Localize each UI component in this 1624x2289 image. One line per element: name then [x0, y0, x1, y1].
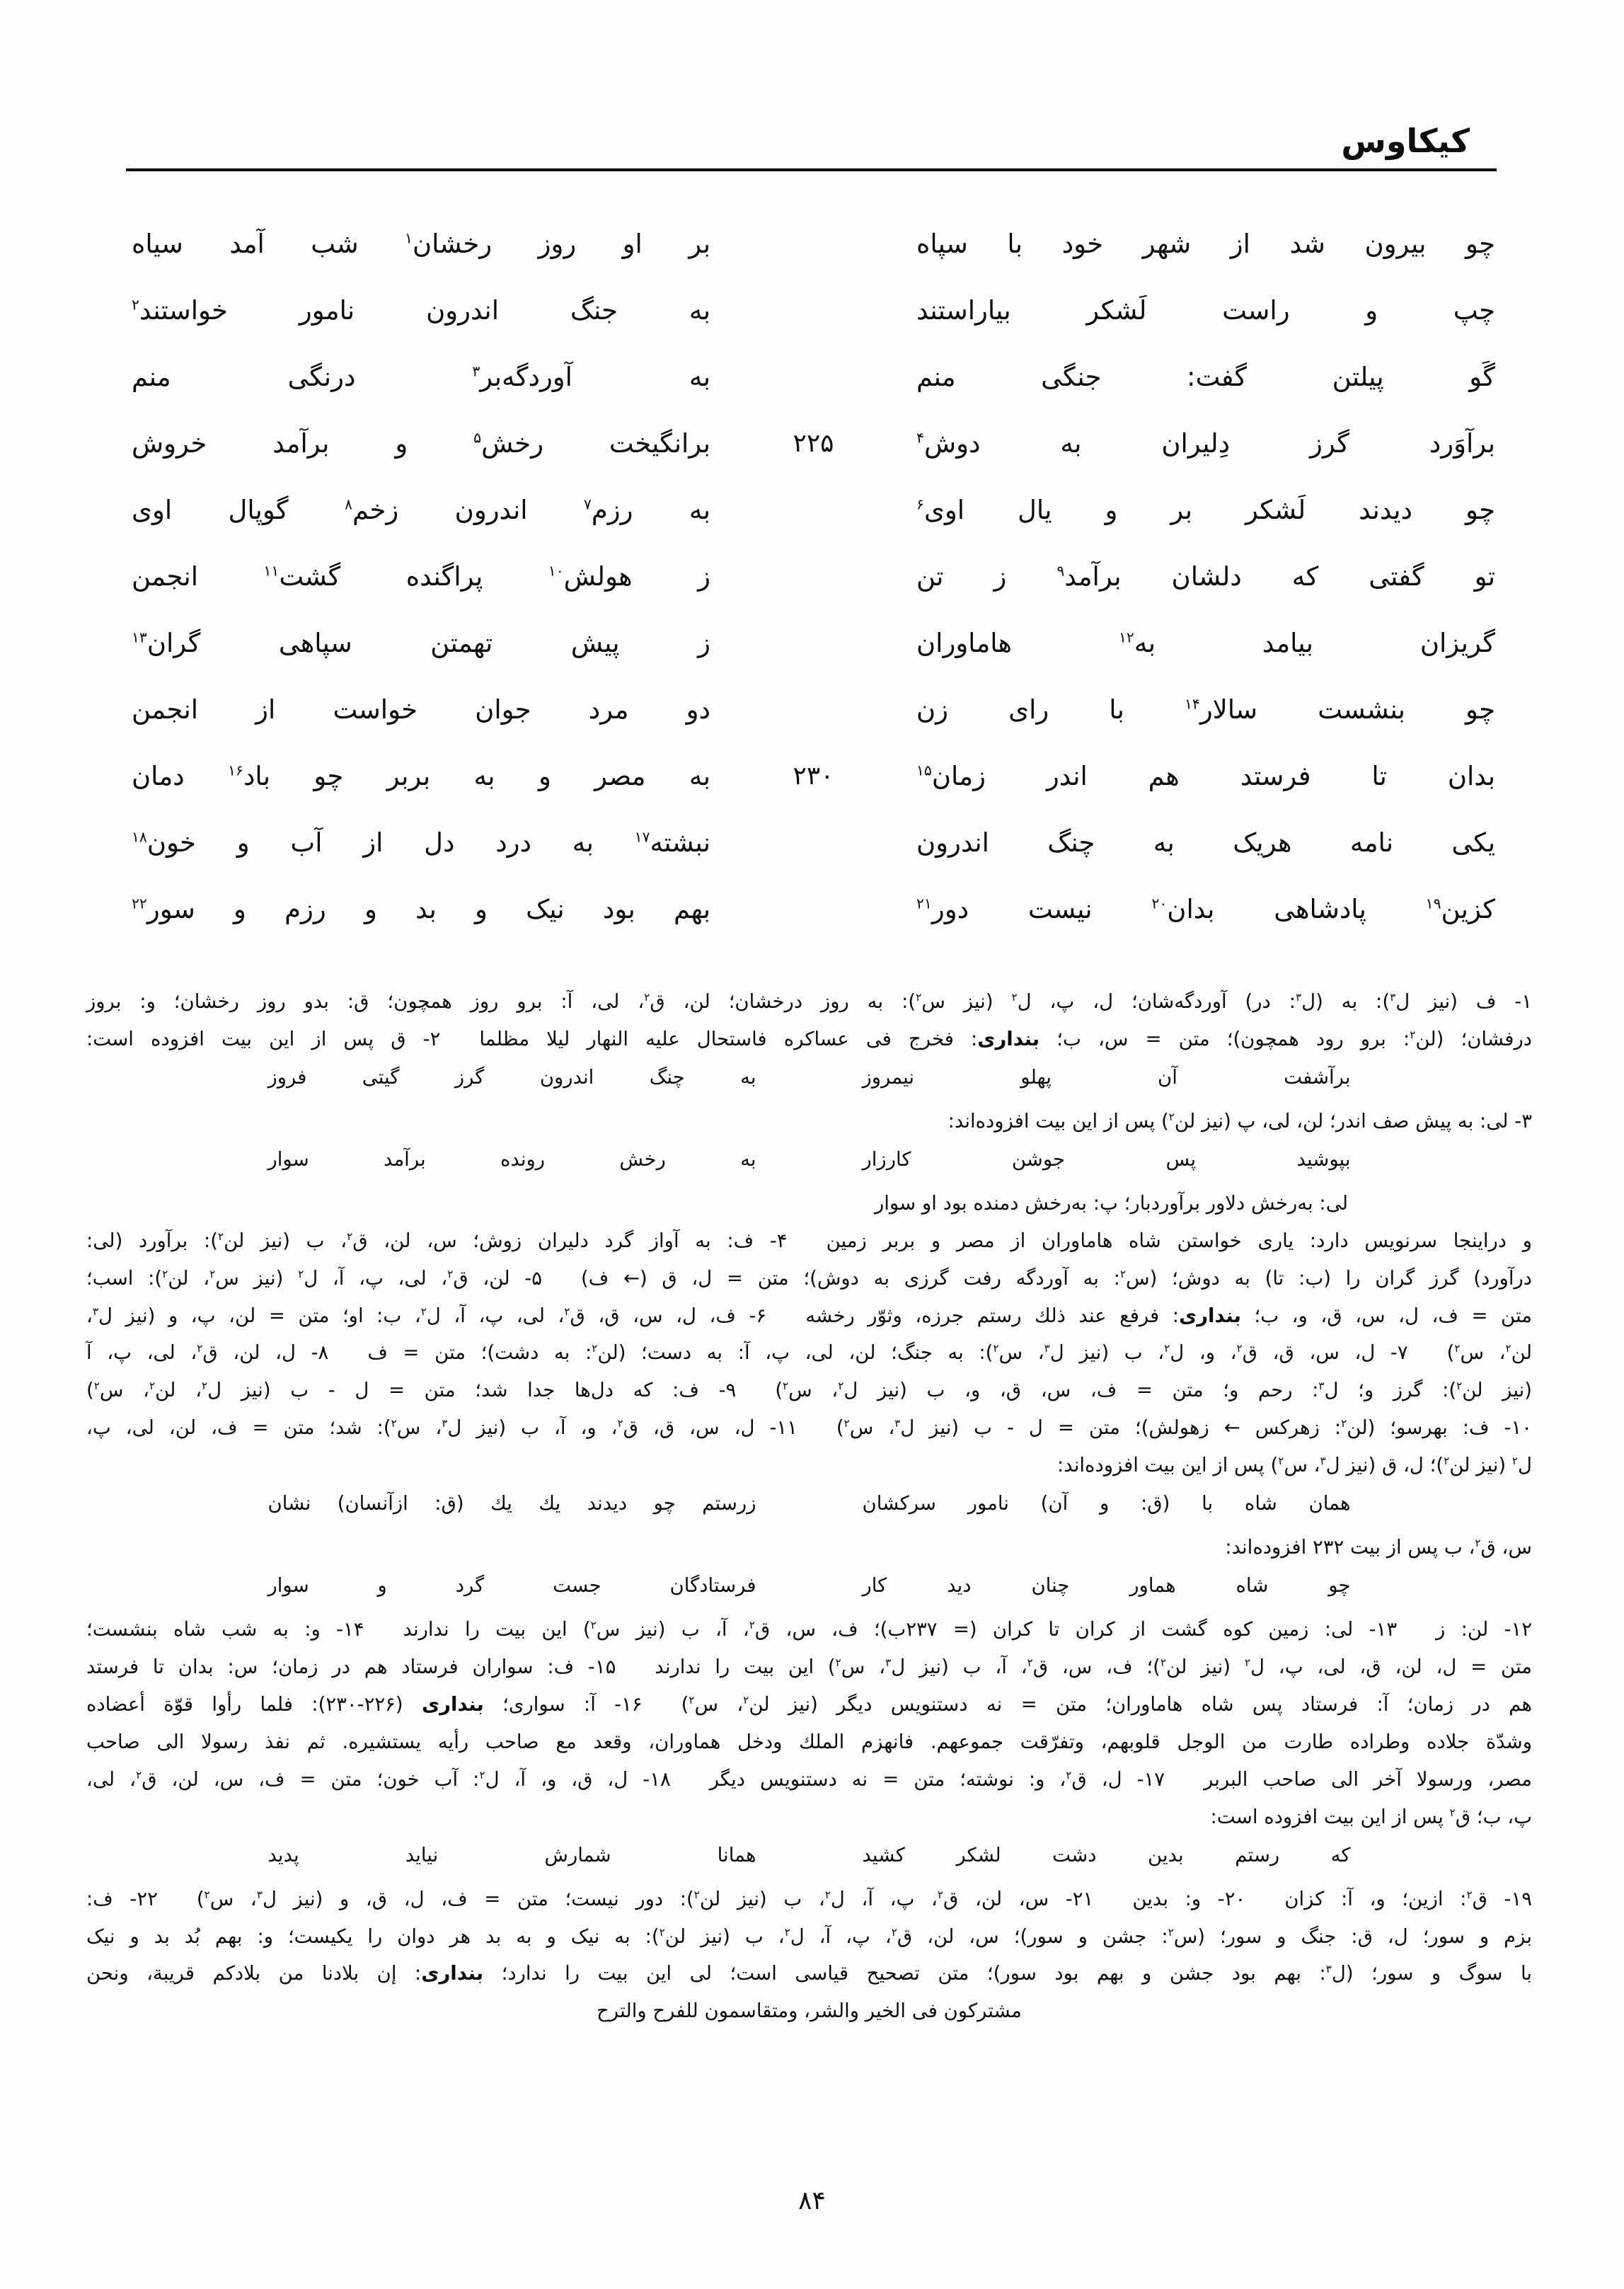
apparatus-note: درآورد) گرز گران را (ب: تا) به دوش؛ (س$^۲$: به آوردگه رفت گرزی به دوش)؛ متن = ل، ق (← ف) ۵- لن، ق$^۲$، لی، پ، آ، ل$^۲$ (نیز س$^۲$، لن$^۲$): اسب؛ [86, 1266, 1532, 1290]
hemistich-second: بر او روز رخشان$^۱$ شب آمد سیاه [132, 228, 710, 259]
hemistich-first: چو بنشست سالار$^{۱۴}$ با رای زن [916, 694, 1495, 725]
apparatus-note: ۱۰- ف: بهرسو؛ (لن$^۲$: زهرکس ← زهولش)؛ متن = ل - ب (نیز ل$^۳$، س$^۲$) ۱۱- ل، س، ق، ق$^۲$، و، آ، ب (نیز ل$^۳$، س$^۲$): شد؛ متن = ف، لن، لی، پ، [86, 1416, 1533, 1440]
apparatus-note: س، ق$^۲$، ب پس از بیت ۲۳۲ افزوده‌اند: [1225, 1536, 1532, 1559]
hemistich-second: به جنگ اندرون نامور خواستند$^۲$ [132, 294, 710, 326]
apparatus-note: ۱- ف (نیز ل$^۳$): به (ل$^۳$: در) آوردگه‌شان؛ ل، پ، ل$^۲$ (نیز س$^۲$): به روز درخشان؛ لن، ق$^۲$، لی، آ: برو روز همچون؛ ق: بدو روز رخشان؛ و: بروز [86, 990, 1532, 1013]
poem-couplet [132, 742, 1495, 809]
apparatus-note: لن$^۲$، س$^۲$) ۷- ل، س، ق، ق$^۲$، و، ل$^۲$، ب (نیز ل$^۳$، س$^۲$): به جنگ؛ لن، لی، پ، آ: به دست؛ (لن$^۲$: به دشت)؛ متن = ف ۸- ل، لن، ق$^۲$، لی، پ، آ [86, 1341, 1532, 1365]
hemistich-second: ز پیش تهمتن سپاهی گران$^{۱۳}$ [132, 627, 710, 658]
apparatus-note: پ، ب؛ ق$^۲$ پس از این بیت افزوده است: [1210, 1805, 1532, 1828]
apparatus-note: مصر، ورسولا آخر الی صاحب البربر ۱۷- ل، ق$^۲$، و: نوشته؛ متن = نه دستنویس دیگر ۱۸- ل، ق، و، آ، ل$^۲$: آب خون؛ متن = ف، س، لن، ق$^۲$، لی، [86, 1767, 1532, 1791]
hemistich-first: تو گفتی که دلشان برآمد$^۹$ ز تن [916, 561, 1495, 592]
poem-couplet [132, 609, 1495, 676]
apparatus-verse-hemistich: زرستم چو دیدند یك یك (ق: ازآنسان) نشان [267, 1492, 756, 1515]
poem-couplet [132, 410, 1495, 476]
hemistich-second: بهم بود نیک و بد و رزم و سور$^{۲۲}$ [132, 893, 710, 924]
apparatus-verse [86, 1573, 1532, 1600]
apparatus-note: مشترکون فی الخیر والشر، ومتقاسمون للفرح والترح [597, 2000, 1022, 2023]
apparatus-verse [86, 1147, 1532, 1174]
apparatus-note: درفشان؛ (لن$^۲$: برو رود همچون)؛ متن = س، ب؛ بنداری: فخرج فی عساکره فاستحال علیه النهار لیلا مظلما ۲- ق پس از این بیت افزوده است: [86, 1027, 1532, 1050]
verse-number: ۲۲۵ [793, 428, 834, 458]
apparatus-verse-hemistich: که رستم بدین دشت لشکر کشید [862, 1843, 1351, 1866]
poem-couplet [132, 543, 1495, 609]
apparatus-note: ۳- لی: به پیش صف اندر؛ لن، لی، پ (نیز لن$^۲$) پس از این بیت افزوده‌اند: [948, 1109, 1532, 1132]
chapter-title: کیکاوس [1341, 122, 1470, 160]
apparatus-note: با سوگ و سور؛ (ل$^۳$: بهم بود جشن و بهم بود سور)؛ متن تصحیح قیاسی است؛ لی این بیت را ندارد؛ بنداری: إن بلادنا من بلادکم قریبة، ونحن [86, 1962, 1532, 1985]
apparatus-note: ۱۲- لن: ز ۱۳- لی: زمین کوه گشت از کران تا کران (= ۲۳۷ب)؛ ف، س، ق$^۲$، آ، ب (نیز س$^۲$) این بیت را ندارند ۱۴- و: به شب شاه بنشست؛ [86, 1618, 1533, 1641]
poem-couplet [132, 210, 1495, 277]
critical-apparatus [86, 989, 1532, 2025]
hemistich-second: نبشته$^{۱۷}$ به درد دل از آب و خون$^{۱۸}$ [132, 827, 710, 858]
apparatus-note: ل$^۲$ (نیز لن$^۲$)؛ ل، ق (نیز ل$^۳$، س$^۲$) پس از این بیت افزوده‌اند: [1057, 1454, 1532, 1477]
poem-block [132, 210, 1495, 942]
poem-couplet [132, 676, 1495, 742]
apparatus-note: لی: به‌رخش دلاور برآوردبار؛ پ: به‌رخش دمنده بود او سوار [875, 1191, 1348, 1215]
apparatus-note: وشدّة جلاده وطراده طارت من الوجل قلوبهم، وتفرّقت جموعهم. فانهزم الملك ودخل هماوران، وقعد مع صاحب رأیه یستشیره. ثم نفذ رسولا الی صاحب [86, 1730, 1532, 1753]
apparatus-verse-hemistich: بپوشید پس جوشن کارزار [862, 1147, 1351, 1171]
hemistich-first: بدان تا فرستد هم اندر زمان$^{۱۵}$ [916, 760, 1495, 791]
apparatus-note: (نیز لن$^۲$): گرز و؛ ل$^۳$: رحم و؛ متن = ف، س، ق، و، ب (نیز ل$^۲$، س$^۲$) ۹- ف: که دل‌ها جدا شد؛ متن = ل - ب (نیز ل$^۲$، لن$^۲$، س$^۲$) [86, 1379, 1533, 1402]
apparatus-verse-hemistich: به رخش رونده برآمد سوار [267, 1147, 756, 1171]
hemistich-second: برانگیخت رخش$^۵$ و برآمد خروش [132, 428, 710, 459]
header-divider [126, 168, 1497, 171]
apparatus-note: و دراینجا سرنویس دارد: یاری خواستن شاه هاماوران از مصر و بربر زمین ۴- ف: به آواز گرد دلیران زوش؛ س، لن، ق$^۲$، ب (نیز لن$^۲$): برآورد (لی: [86, 1229, 1533, 1252]
hemistich-second: به مصر و به بربر چو باد$^{۱۶}$ دمان [132, 760, 710, 791]
hemistich-first: چو بیرون شد از شهر خود با سپاه [916, 228, 1495, 259]
hemistich-first: کزین$^{۱۹}$ پادشاهی بدان$^{۲۰}$ نیست دور$^{۲۱}$ [916, 893, 1495, 924]
running-header [0, 0, 1624, 160]
apparatus-verse-hemistich: همانا شمارش نیاید پدید [267, 1843, 756, 1866]
hemistich-first: برآوَرد گرز دِلیران به دوش$^۴$ [916, 428, 1495, 459]
apparatus-note: بزم و سور؛ ل، ق: جنگ و سور؛ (س$^۲$: جشن و سور)؛ س، لن، ق$^۲$، پ، آ، ل$^۲$، ب (نیز لن$^۲$): به نیک و به بد هر دوان را یکیست؛ و: بهم بُد بد و نیک [86, 1924, 1532, 1948]
hemistich-first: یکی نامه هریک به چنگ اندرون [916, 827, 1495, 858]
hemistich-second: به آوردگه‌بر$^۳$ درنگی منم [132, 361, 711, 392]
apparatus-verse-hemistich: به چنگ اندرون گرز گیتی فروز [267, 1065, 756, 1089]
poem-couplet [132, 876, 1495, 942]
verse-number: ۲۳۰ [793, 761, 834, 791]
hemistich-first: گَو پیلتن گفت: جنگی منم [916, 361, 1495, 392]
apparatus-verse [86, 1842, 1532, 1869]
apparatus-note: متن = ف، ل، س، ق، و، ب؛ بنداری: فرفع عند ذلك رستم جرزه، وثوّر رخشه ۶- ف، ل، س، ق، ق$^۲$، لی، پ، آ، ل$^۲$، ب: او؛ متن = لن، پ، و (نیز ل$^۳$، [86, 1304, 1532, 1327]
apparatus-verse-hemistich: فرستادگان جست گرد و سوار [267, 1574, 756, 1597]
hemistich-second: به رزم$^۷$ اندرون زخم$^۸$ گوپال اوی [132, 494, 710, 525]
hemistich-second: دو مرد جوان خواست از انجمن [132, 694, 710, 725]
apparatus-note: متن = ل، لن، ق، لی، پ، ل$^۲$ (نیز لن$^۲$)؛ ف، س، ق$^۲$، آ، ب (نیز ل$^۳$، س$^۲$) این بیت را ندارند ۱۵- ف: سواران فرستاد هم در زمان؛ س: بدان تا فرستد [86, 1655, 1533, 1678]
hemistich-first: چو دیدند لَشکر بر و یال اوی$^۶$ [916, 494, 1495, 525]
apparatus-verse [86, 1491, 1532, 1518]
apparatus-verse-hemistich: چو شاه هماور چنان دید کار [862, 1574, 1351, 1597]
apparatus-verse-hemistich: برآشفت آن پهلو نیمروز [862, 1065, 1351, 1089]
poem-couplet [132, 476, 1495, 543]
poem-couplet [132, 343, 1495, 410]
poem-couplet [132, 809, 1495, 876]
apparatus-note: ۱۹- ق$^۲$: ازین؛ و، آ: کزان ۲۰- و: بدین ۲۱- س، لن، ق$^۲$، پ، آ، ل$^۲$، ب (نیز لن$^۲$): دور نیست؛ متن = ف، ل، ق، و (نیز ل$^۳$، س$^۲$) ۲۲- ف: [86, 1887, 1533, 1910]
hemistich-first: چپ و راست لَشکر بیاراستند [916, 294, 1495, 326]
apparatus-note: هم در زمان؛ آ: فرستاد پس شاه هاماوران؛ متن = نه دستنویس دیگر (نیز لن$^۲$، س$^۲$) ۱۶- آ: سواری؛ بنداری (۲۲۶-۲۳۰): فلما رأوا قوّة أعضاده [86, 1692, 1532, 1716]
hemistich-second: ز هولش$^{۱۰}$ پراگنده گشت$^{۱۱}$ انجمن [132, 561, 711, 592]
apparatus-verse [86, 1065, 1532, 1091]
page-number: ۸۴ [798, 2186, 826, 2215]
poem-couplet [132, 277, 1495, 343]
hemistich-first: گریزان بیامد به$^{۱۲}$ هاماوران [916, 627, 1496, 658]
apparatus-verse-hemistich: همان شاه با (ق: و آن) نامور سرکشان [862, 1492, 1351, 1515]
